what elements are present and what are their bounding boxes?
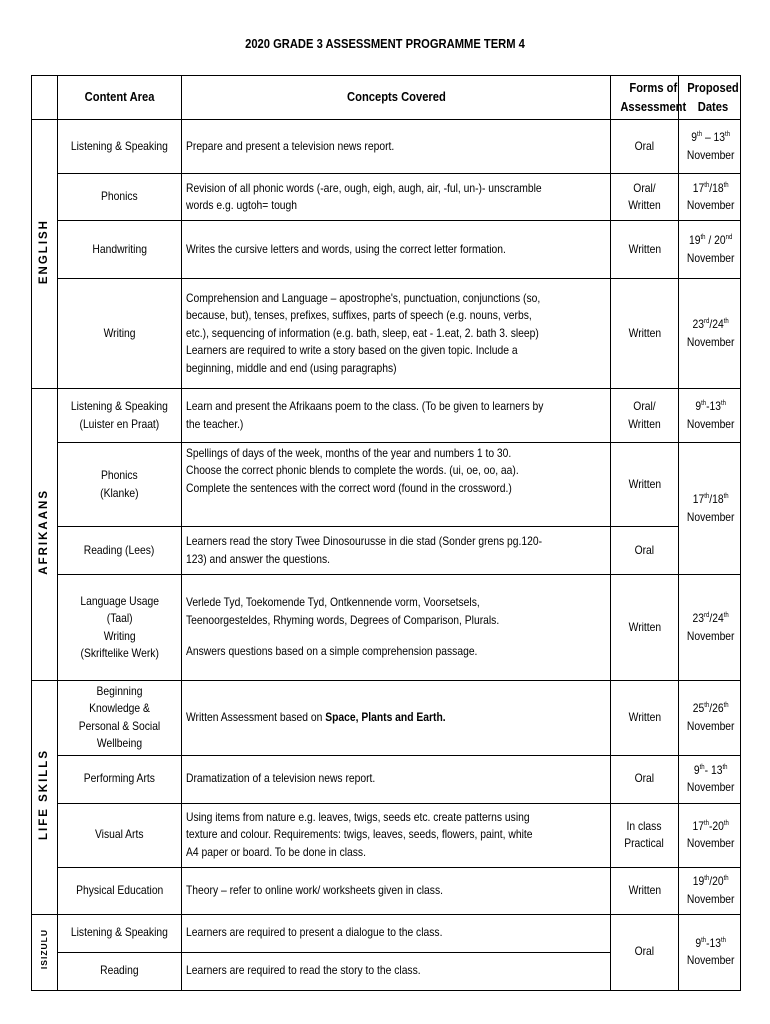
table-row bbox=[32, 120, 741, 174]
form-cell: Written bbox=[611, 681, 679, 756]
content-area-cell: Phonics (Klanke) bbox=[58, 443, 182, 527]
concepts-header: Concepts Covered bbox=[182, 76, 611, 120]
content-area-cell: Phonics bbox=[58, 174, 182, 221]
content-area-cell: Writing bbox=[58, 279, 182, 389]
date-cell: 9th-13th November bbox=[679, 914, 741, 990]
table-row bbox=[32, 389, 741, 443]
concept-cell: Revision of all phonic words (-are, ough, eigh, augh, air, -ful, un-)- unscramble words e.g. ugtoh= tough bbox=[182, 174, 611, 221]
content-area-cell: Beginning Knowledge & Personal & Social Wellbeing bbox=[58, 681, 182, 756]
content-area-cell: Listening & Speaking (Luister en Praat) bbox=[58, 389, 182, 443]
date-cell: 17th/18th November bbox=[679, 443, 741, 575]
date-cell: 9th-13th November bbox=[679, 389, 741, 443]
table-row bbox=[32, 914, 741, 952]
form-cell: Oral bbox=[611, 755, 679, 803]
table-row bbox=[32, 443, 741, 527]
content-area-cell: Reading bbox=[58, 952, 182, 990]
concept-cell: Theory – refer to online work/ worksheets given in class. bbox=[182, 867, 611, 914]
subject-label-english: ENGLISH bbox=[32, 120, 58, 389]
content-area-cell: Listening & Speaking bbox=[58, 120, 182, 174]
content-area-cell: Physical Education bbox=[58, 867, 182, 914]
date-cell: 17th-20th November bbox=[679, 803, 741, 867]
table-row bbox=[32, 527, 741, 575]
subject-label-life-skills: LIFE SKILLS bbox=[32, 681, 58, 915]
form-cell: Oral/ Written bbox=[611, 174, 679, 221]
concept-cell: Written Assessment based on Space, Plants and Earth. bbox=[182, 681, 611, 756]
form-cell: Oral/ Written bbox=[611, 389, 679, 443]
form-cell: In class Practical bbox=[611, 803, 679, 867]
content-area-cell: Listening & Speaking bbox=[58, 914, 182, 952]
content-area-cell: Visual Arts bbox=[58, 803, 182, 867]
content-area-cell: Reading (Lees) bbox=[58, 527, 182, 575]
form-cell: Written bbox=[611, 443, 679, 527]
assessment-table bbox=[31, 75, 741, 991]
concept-cell: Learn and present the Afrikaans poem to the class. (To be given to learners by the teacher.) bbox=[182, 389, 611, 443]
table-row bbox=[32, 681, 741, 756]
table-row bbox=[32, 755, 741, 803]
concept-cell: Using items from nature e.g. leaves, twigs, seeds etc. create patterns using texture and colour. Requirements: twigs, leaves, seeds, flowers, paint, white A4 paper or board. To be done in class. bbox=[182, 803, 611, 867]
content-area-cell: Language Usage (Taal) Writing (Skriftelike Werk) bbox=[58, 575, 182, 681]
form-cell: Oral bbox=[611, 914, 679, 990]
table-row bbox=[32, 279, 741, 389]
document-title: 2020 GRADE 3 ASSESSMENT PROGRAMME TERM 4 bbox=[245, 36, 525, 51]
date-cell: 9th – 13th November bbox=[679, 120, 741, 174]
content-area-header: Content Area bbox=[58, 76, 182, 120]
concept-cell: Learners read the story Twee Dinosourusse in die stad (Sonder grens pg.120-123) and answer the questions. bbox=[182, 527, 611, 575]
date-cell: 23rd/24th November bbox=[679, 279, 741, 389]
table-row bbox=[32, 575, 741, 681]
concept-cell: Prepare and present a television news report. bbox=[182, 120, 611, 174]
date-cell: 9th- 13th November bbox=[679, 755, 741, 803]
date-cell: 17th/18th November bbox=[679, 174, 741, 221]
subject-header-cell bbox=[32, 76, 58, 120]
header-row bbox=[32, 76, 741, 120]
forms-header: Forms of Assessment bbox=[611, 76, 679, 120]
subject-label-afrikaans: AFRIKAANS bbox=[32, 389, 58, 681]
content-area-cell: Handwriting bbox=[58, 221, 182, 279]
table-row bbox=[32, 803, 741, 867]
table-row bbox=[32, 174, 741, 221]
table-row bbox=[32, 221, 741, 279]
concept-cell: Verlede Tyd, Toekomende Tyd, Ontkennende vorm, Voorsetsels, Teenoorgesteldes, Rhyming words, Degrees of Comparison, Plurals. Answers questions based on a simple comprehension passage. bbox=[182, 575, 611, 681]
form-cell: Written bbox=[611, 575, 679, 681]
form-cell: Written bbox=[611, 867, 679, 914]
concept-cell: Dramatization of a television news report. bbox=[182, 755, 611, 803]
content-area-cell: Performing Arts bbox=[58, 755, 182, 803]
form-cell: Oral bbox=[611, 527, 679, 575]
concept-cell: Spellings of days of the week, months of the year and numbers 1 to 30. Choose the correct phonic blends to complete the words. (ui, oe, oo, aa). Complete the sentences with the correct word (found in the crossword.) bbox=[182, 443, 611, 527]
concept-cell: Learners are required to present a dialogue to the class. bbox=[182, 914, 611, 952]
date-cell: 23rd/24th November bbox=[679, 575, 741, 681]
concept-cell: Learners are required to read the story to the class. bbox=[182, 952, 611, 990]
date-cell: 25th/26th November bbox=[679, 681, 741, 756]
concept-cell: Writes the cursive letters and words, using the correct letter formation. bbox=[182, 221, 611, 279]
date-cell: 19th / 20nd November bbox=[679, 221, 741, 279]
concept-cell: Comprehension and Language – apostrophe's, punctuation, conjunctions (so, because, but), tenses, prefixes, suffixes, parts of speech (e.g. nouns, verbs, etc.), sequencing of information (e.g. bath, sleep, eat - 1.eat, 2. bath 3. sleep) Learners are required to write a story based on the given topic. Include a beginning, middle and end (using paragraphs) bbox=[182, 279, 611, 389]
subject-label-isizulu: ISIZULU bbox=[32, 914, 58, 990]
table-row bbox=[32, 867, 741, 914]
form-cell: Oral bbox=[611, 120, 679, 174]
form-cell: Written bbox=[611, 279, 679, 389]
form-cell: Written bbox=[611, 221, 679, 279]
date-cell: 19th/20th November bbox=[679, 867, 741, 914]
dates-header: Proposed Dates bbox=[679, 76, 741, 120]
